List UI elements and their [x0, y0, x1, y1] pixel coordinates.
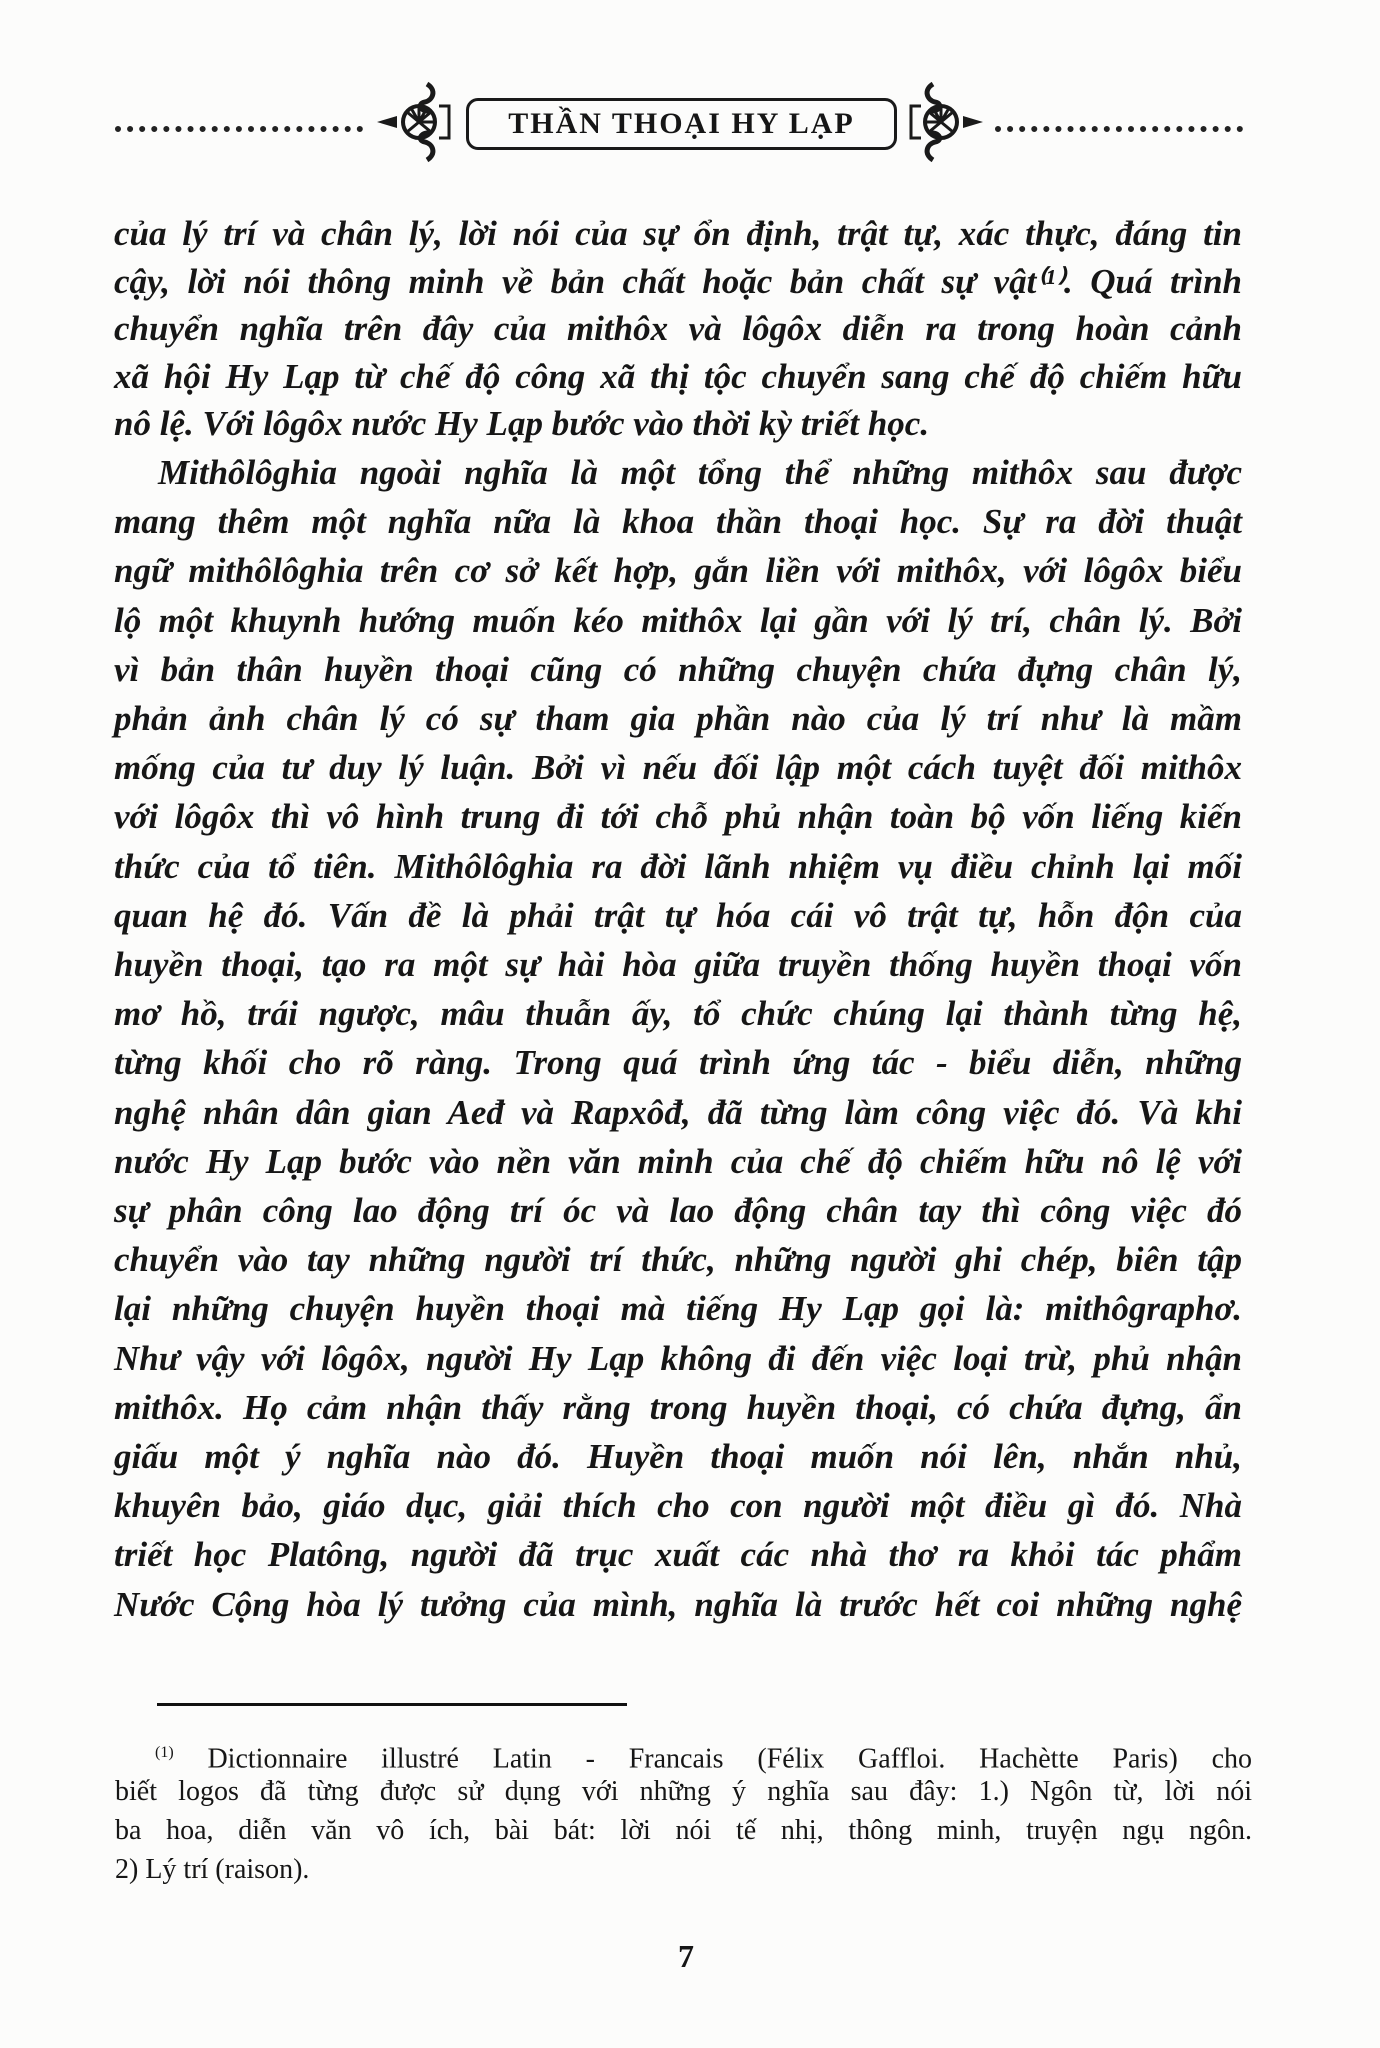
header-dotted-rule-left: [115, 116, 363, 132]
body-line: mang thêm một nghĩa nữa là khoa thần thoại học. Sự ra đời thuật: [114, 502, 1242, 542]
scroll-shell-ornament-icon: [903, 80, 993, 164]
body-line: nước Hy Lạp bước vào nền văn minh của chế độ chiếm hữu nô lệ với: [114, 1141, 1242, 1181]
body-line: mống của tư duy lý luận. Bởi vì nếu đối lập một cách tuyệt đối mithôx: [114, 748, 1242, 788]
body-line: Như vậy với lôgôx, người Hy Lạp không đi đến việc loại trừ, phủ nhận: [114, 1338, 1242, 1378]
body-line: giấu một ý nghĩa nào đó. Huyền thoại muốn nói lên, nhắn nhủ,: [114, 1437, 1242, 1476]
footnote-separator: [157, 1703, 627, 1706]
body-line: xã hội Hy Lạp từ chế độ công xã thị tộc chuyển sang chế độ chiếm hữu: [114, 356, 1242, 396]
body-line: quan hệ đó. Vấn đề là phải trật tự hóa cái vô trật tự, hỗn độn của: [114, 895, 1242, 935]
body-line: mơ hồ, trái ngược, mâu thuẫn ấy, tổ chức chúng lại thành từng hệ,: [114, 994, 1242, 1034]
body-line: cậy, lời nói thông minh về bản chất hoặc bản chất sự vật⁽¹⁾. Quá trình: [114, 261, 1242, 301]
body-line: vì bản thân huyền thoại cũng có những chuyện chứa đựng chân lý,: [114, 649, 1242, 689]
body-line: phản ảnh chân lý có sự tham gia phần nào của lý trí như là mầm: [114, 699, 1242, 738]
body-line: của lý trí và chân lý, lời nói của sự ổn định, trật tự, xác thực, đáng tin: [114, 214, 1242, 253]
footnote-line: 2) Lý trí (raison).: [115, 1854, 310, 1885]
body-line: huyền thoại, tạo ra một sự hài hòa giữa truyền thống huyền thoại vốn: [114, 945, 1242, 984]
body-line: sự phân công lao động trí óc và lao động chân tay thì công việc đó: [114, 1191, 1242, 1230]
body-line: với lôgôx thì vô hình trung đi tới chỗ phủ nhận toàn bộ vốn liếng kiến: [114, 797, 1242, 837]
body-line: từng khối cho rõ ràng. Trong quá trình ứng tác - biểu diễn, những: [114, 1043, 1242, 1083]
body-line: thức của tổ tiên. Mithôlôghia ra đời lãnh nhiệm vụ điều chỉnh lại mối: [114, 846, 1242, 886]
footnote-line: biết logos đã từng được sử dụng với những ý nghĩa sau đây: 1.) Ngôn từ, lời nói: [115, 1776, 1252, 1807]
body-line: mithôx. Họ cảm nhận thấy rằng trong huyền thoại, có chứa đựng, ẩn: [114, 1387, 1242, 1427]
body-line: lại những chuyện huyền thoại mà tiếng Hy Lạp gọi là: mithôgraphơ.: [114, 1289, 1242, 1329]
scroll-shell-ornament-icon: [367, 80, 457, 164]
body-line: nghệ nhân dân gian Aeđ và Rapxôđ, đã từng làm công việc đó. Và khi: [114, 1092, 1242, 1132]
footnote-line: [115, 1737, 1252, 1775]
body-line: nô lệ. Với lôgôx nước Hy Lạp bước vào thời kỳ triết học.: [114, 404, 930, 443]
body-line: khuyên bảo, giáo dục, giải thích cho con người một điều gì đó. Nhà: [114, 1486, 1242, 1526]
body-line: ngữ mithôlôghia trên cơ sở kết hợp, gắn liền với mithôx, với lôgôx biểu: [114, 551, 1242, 591]
body-line: lộ một khuynh hướng muốn kéo mithôx lại gần với lý trí, chân lý. Bởi: [114, 600, 1242, 640]
body-line: Nước Cộng hòa lý tưởng của mình, nghĩa là trước hết coi những nghệ: [114, 1584, 1242, 1624]
body-line: chuyển nghĩa trên đây của mithôx và lôgôx diễn ra trong hoàn cảnh: [114, 309, 1242, 348]
body-line: Mithôlôghia ngoài nghĩa là một tổng thể những mithôx sau được: [158, 453, 1242, 492]
running-header-title: THẦN THOẠI HY LẠP: [466, 98, 897, 150]
footnote-marker: (1): [155, 1744, 174, 1761]
body-line: triết học Platông, người đã trục xuất các nhà thơ ra khỏi tác phẩm: [114, 1535, 1242, 1575]
footnote-line: ba hoa, diễn văn vô ích, bài bát: lời nói tế nhị, thông minh, truyện ngụ ngôn.: [115, 1815, 1252, 1846]
body-line: chuyển vào tay những người trí thức, những người ghi chép, biên tập: [114, 1240, 1242, 1280]
page-number: 7: [678, 1938, 694, 1974]
footnote-text: Dictionnaire illustré Latin - Francais (Félix Gaffloi. Hachètte Paris) cho: [207, 1743, 1252, 1775]
header-dotted-rule-right: [995, 116, 1243, 132]
